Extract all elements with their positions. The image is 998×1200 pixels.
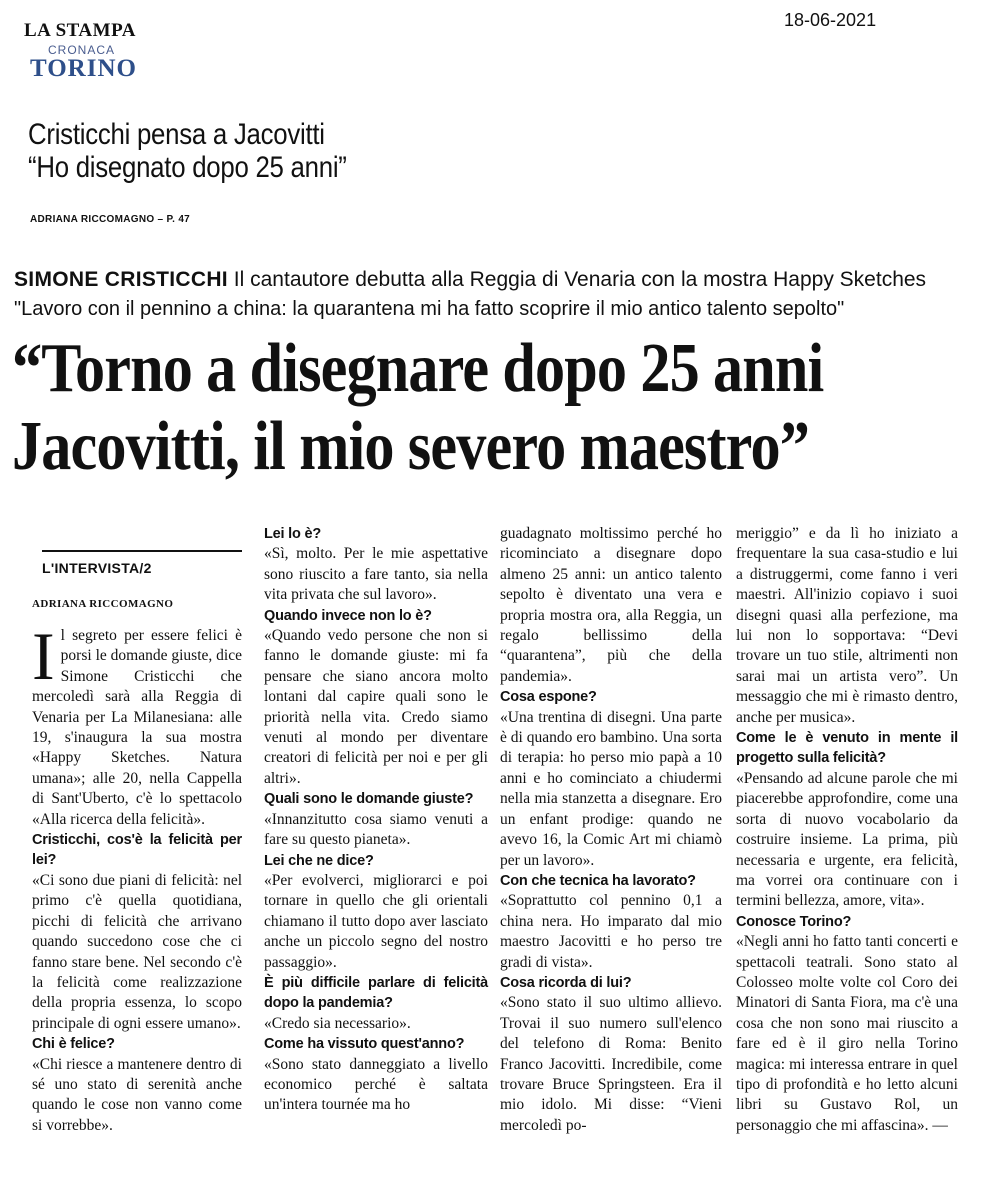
question: Come le è venuto in mente il progetto sulla felicità? [736, 730, 958, 767]
question: Con che tecnica ha lavorato? [500, 872, 696, 889]
question: Come ha vissuto quest'anno? [264, 1036, 465, 1053]
answer: «Ci sono due piani di felicità: nel primo c'è quella quotidiana, picchi di felicità che arrivano quando succedono cose che ci fanno stare bene. Nel secondo c'è la felicità come realizzazione della propria essenza, lo scopo principale di ogni essere umano». [32, 871, 242, 1032]
answer: meriggio” e da lì ho iniziato a frequentare la sua casa-studio e lui a distruggermi, come fanno i veri maestri. All'inizio copiavo i suoi disegni quasi alla perfezione, ma lui non lo sopportava: “Devi trovare un tuo stile, altrimenti non sarai mai un artista vero”. Un messaggio che mi è rimasto dentro, anche per musica». [736, 525, 958, 726]
article-column-1 [32, 618, 242, 1136]
subheadline: "Lavoro con il pennino a china: la quarantena mi ha fatto scoprire il mio antico talento sepolto" [14, 298, 845, 320]
article-column-2 [264, 524, 488, 1116]
headline-line: Jacovitti, il mio severo maestro” [12, 408, 809, 485]
answer: «Una trentina di disegni. Una parte è di quando ero bambino. Una sorta di terapia: ho perso mio papà a 10 anni e ho cominciato a chiudermi nella mia stanzetta a disegnare. Ero un enfant prodige: quando ne avevo 16, la Comic Art mi chiamò per un lavoro». [500, 708, 722, 869]
question: Chi è felice? [32, 1036, 115, 1053]
masthead-city: TORINO [30, 55, 137, 82]
answer: «Credo sia necessario». [264, 1014, 411, 1032]
intro-text: l segreto per essere felici è porsi le domande giuste, dice Simone Cristicchi che mercoledì sarà alla Reggia di Venaria per La Milanesiana: alle 19, s'inaugura la sua mostra «Happy Sketches. Natura umana»; alle 20, nella Cappella di Sant'Uberto, c'è lo spettacolo «Alla ricerca della felicità». [32, 627, 242, 828]
masthead-section: CRONACA [48, 43, 116, 57]
summary-byline: ADRIANA RICCOMAGNO – P. 47 [30, 214, 191, 225]
publication-date: 18-06-2021 [784, 10, 877, 30]
section-label: L'INTERVISTA/2 [42, 550, 242, 576]
answer: «Innanzitutto cosa siamo venuti a fare su questo pianeta». [264, 810, 488, 849]
question: Quali sono le domande giuste? [264, 791, 474, 808]
kicker-name: SIMONE CRISTICCHI [14, 268, 228, 291]
question: Lei lo è? [264, 526, 322, 542]
answer: «Pensando ad alcune parole che mi piacerebbe approfondire, come una sorta di nuovo vocabolario da costruire insieme. La prima, più necessaria e urgente, era felicità, ma vorrei ora continuare con i termini bellezza, amore, vita». [736, 769, 958, 910]
answer: «Quando vedo persone che non si fanno le domande giuste: mi fa pensare che siano ancora molto lontani dal capire quali sono le priorità nella vita. Credo siamo venuti al mondo per diventare creatori di felicità per noi e per gli altri». [264, 627, 488, 787]
article-column-3 [500, 524, 722, 1136]
article-byline: ADRIANA RICCOMAGNO [32, 598, 174, 610]
summary-line: “Ho disegnato dopo 25 anni” [28, 151, 347, 184]
answer: «Sì, molto. Per le mie aspettative sono riuscito a fare tanto, sia nella vita privata che sul lavoro». [264, 545, 488, 604]
kicker-text: Il cantautore debutta alla Reggia di Venaria con la mostra Happy Sketches [233, 268, 927, 291]
summary-line: Cristicchi pensa a Jacovitti [28, 118, 325, 151]
answer: «Negli anni ho fatto tanti concerti e spettacoli teatrali. Sono stato al Colosseo molte volte col Coro dei Minatori di Santa Fiora, ma c'è una cosa che non sono mai riuscito a fare ed è il giro nella Torino magica: mi interessa entrare in quel tipo di profondità e ho letto alcuni libri su Gustavo Rol, un personaggio che mi affascina». — [736, 933, 958, 1134]
question: Cosa espone? [500, 689, 597, 706]
article-column-4 [736, 524, 958, 1136]
answer: «Sono stato il suo ultimo allievo. Trovai il suo numero sull'elenco del telefono di Roma: Benito Franco Jacovitti. Incredibile, come trovare Bruce Springsteen. Era il mio idolo. Mi disse: “Vieni mercoledì po- [500, 994, 722, 1134]
headline-line: “Torno a disegnare dopo 25 anni [12, 330, 824, 407]
answer: «Chi riesce a mantenere dentro di sé uno stato di serenità anche quando le cose non vanno come si vorrebbe». [32, 1055, 242, 1134]
question: Conosce Torino? [736, 913, 852, 930]
answer: «Per evolverci, migliorarci e poi tornare in quello che gli orientali chiamano il tutto dopo aver lasciato anche un piccolo segno del nostro passaggio». [264, 871, 488, 971]
question: Lei che ne dice? [264, 852, 374, 869]
question: È più difficile parlare di felicità dopo la pandemia? [264, 974, 488, 1012]
answer: «Sono stato danneggiato a livello economico perché è saltata un'intera tournée ma ho [264, 1055, 488, 1114]
question: Cristicchi, cos'è la felicità per lei? [32, 832, 242, 869]
kicker [14, 268, 926, 292]
question: Cosa ricorda di lui? [500, 974, 632, 991]
main-headline [12, 330, 823, 486]
question: Quando invece non lo è? [264, 607, 432, 624]
masthead-brand: LA STAMPA [24, 20, 136, 41]
intro-paragraph [32, 618, 242, 830]
summary-headline [28, 118, 528, 184]
dropcap: I [32, 618, 55, 694]
answer: «Soprattutto col pennino 0,1 a china nera. Ho imparato dal mio maestro Jacovitti e ho perso tre gradi di vista». [500, 892, 722, 971]
answer: guadagnato moltissimo perché ho ricominciato a disegnare dopo almeno 25 anni: un antico talento sepolto è diventato una vera e propria mostra ora, alla Reggia, un regalo bellissimo della “quarantena”, più che della pandemia». [500, 525, 722, 685]
